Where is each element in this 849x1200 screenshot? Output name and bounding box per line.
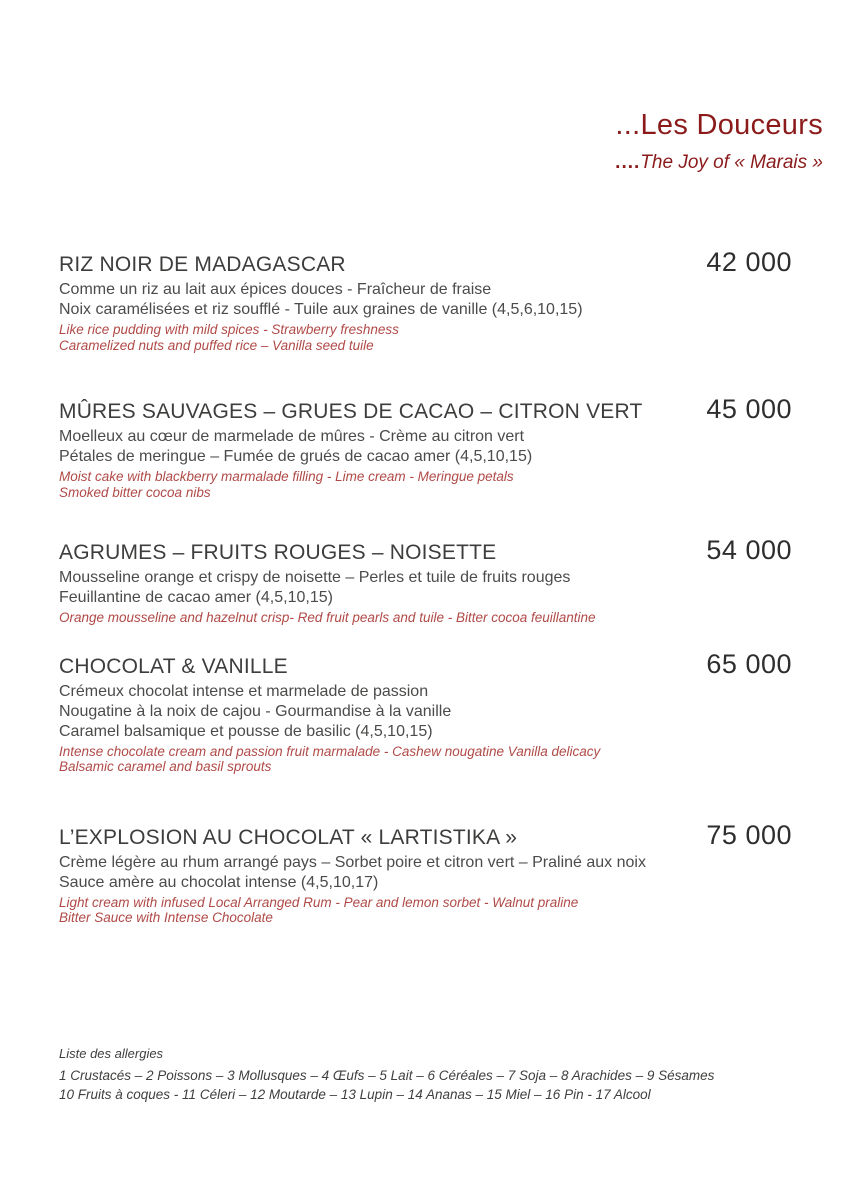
item-description-fr-line: Noix caramélisées et riz soufflé - Tuile aux graines de vanille (4,5,6,10,15)	[59, 301, 583, 318]
item-description-fr-line: Nougatine à la noix de cajou - Gourmandise à la vanille	[59, 702, 452, 720]
allergy-list-title: Liste des allergies	[59, 1046, 164, 1061]
item-description-fr-line: Caramel balsamique et pousse de basilic (4,5,10,15)	[59, 722, 433, 740]
item-description-fr-line: Moelleux au cœur de marmelade de mûres - Crème au citron vert	[59, 428, 525, 445]
subtitle-text: The Joy of « Marais »	[640, 152, 823, 173]
item-description-english	[59, 469, 792, 500]
menu-subtitle	[615, 151, 823, 174]
item-price: 65 000	[706, 648, 792, 679]
item-description-fr-line: Mousseline orange et crispy de noisette – Perles et tuile de fruits rouges	[59, 569, 571, 586]
item-description-french	[59, 853, 792, 893]
menu-item	[59, 247, 792, 353]
item-description-french	[59, 427, 792, 467]
item-description-en-line: Intense chocolate cream and passion fruit marmalade - Cashew nougatine Vanilla delicacy	[59, 743, 601, 759]
item-price: 45 000	[706, 394, 792, 424]
item-description-fr-line: Sauce amère au chocolat intense (4,5,10,17)	[59, 873, 379, 891]
item-name: L’EXPLOSION AU CHOCOLAT « LARTISTIKA »	[59, 825, 518, 849]
item-name: MÛRES SAUVAGES – GRUES DE CACAO – CITRON VERT	[59, 400, 643, 423]
item-description-fr-line: Pétales de meringue – Fumée de grués de cacao amer (4,5,10,15)	[59, 448, 533, 465]
item-price: 54 000	[706, 535, 792, 565]
item-description-en-line: Moist cake with blackberry marmalade filling - Lime cream - Meringue petals	[59, 469, 514, 484]
item-description-en-line: Like rice pudding with mild spices - Strawberry freshness	[59, 322, 399, 337]
item-price: 75 000	[706, 819, 792, 850]
item-description-fr-line: Crème légère au rhum arrangé pays – Sorbet poire et citron vert – Praliné aux noix	[59, 853, 646, 871]
item-header	[59, 394, 792, 425]
allergy-list-line-1: 1 Crustacés – 2 Poissons – 3 Mollusques – 4 Œufs – 5 Lait – 6 Céréales – 7 Soja – 8 Arachides – 9 Sésames	[59, 1068, 715, 1083]
item-name: AGRUMES – FRUITS ROUGES – NOISETTE	[59, 541, 497, 564]
item-description-en-line: Orange mousseline and hazelnut crisp- Red fruit pearls and tuile - Bitter cocoa feuillantine	[59, 610, 596, 625]
menu-item	[59, 394, 792, 500]
allergy-list	[59, 1046, 792, 1104]
item-description-en-line: Balsamic caramel and basil sprouts	[59, 759, 272, 774]
item-description-english	[59, 895, 792, 926]
item-description-english	[59, 744, 792, 775]
item-name: RIZ NOIR DE MADAGASCAR	[59, 253, 346, 276]
menu-item	[59, 535, 792, 626]
item-header	[59, 247, 792, 278]
item-description-french	[59, 682, 792, 742]
subtitle-dots: ....	[615, 152, 641, 173]
item-description-french	[59, 568, 792, 608]
menu-header	[615, 108, 823, 174]
item-description-en-line: Smoked bitter cocoa nibs	[59, 484, 211, 500]
item-header	[59, 535, 792, 566]
item-description-english	[59, 322, 792, 353]
item-description-en-line: Caramelized nuts and puffed rice – Vanilla seed tuile	[59, 337, 374, 353]
menu-item	[59, 648, 792, 775]
item-name: CHOCOLAT & VANILLE	[59, 654, 288, 678]
item-description-fr-line: Crémeux chocolat intense et marmelade de passion	[59, 682, 429, 700]
item-header	[59, 819, 792, 851]
item-description-english	[59, 610, 792, 626]
menu-item	[59, 819, 792, 926]
item-description-en-line: Light cream with infused Local Arranged Rum - Pear and lemon sorbet - Walnut praline	[59, 894, 579, 910]
item-description-fr-line: Comme un riz au lait aux épices douces - Fraîcheur de fraise	[59, 281, 492, 298]
allergy-list-line-2: 10 Fruits à coques - 11 Céleri – 12 Moutarde – 13 Lupin – 14 Ananas – 15 Miel – 16 Pin - 17 Alcool	[59, 1087, 651, 1102]
item-header	[59, 648, 792, 680]
menu-items	[59, 247, 792, 970]
item-price: 42 000	[706, 247, 792, 277]
item-description-french	[59, 280, 792, 320]
menu-title: ...Les Douceurs	[615, 109, 823, 141]
item-description-fr-line: Feuillantine de cacao amer (4,5,10,15)	[59, 589, 333, 606]
item-description-en-line: Bitter Sauce with Intense Chocolate	[59, 910, 273, 925]
